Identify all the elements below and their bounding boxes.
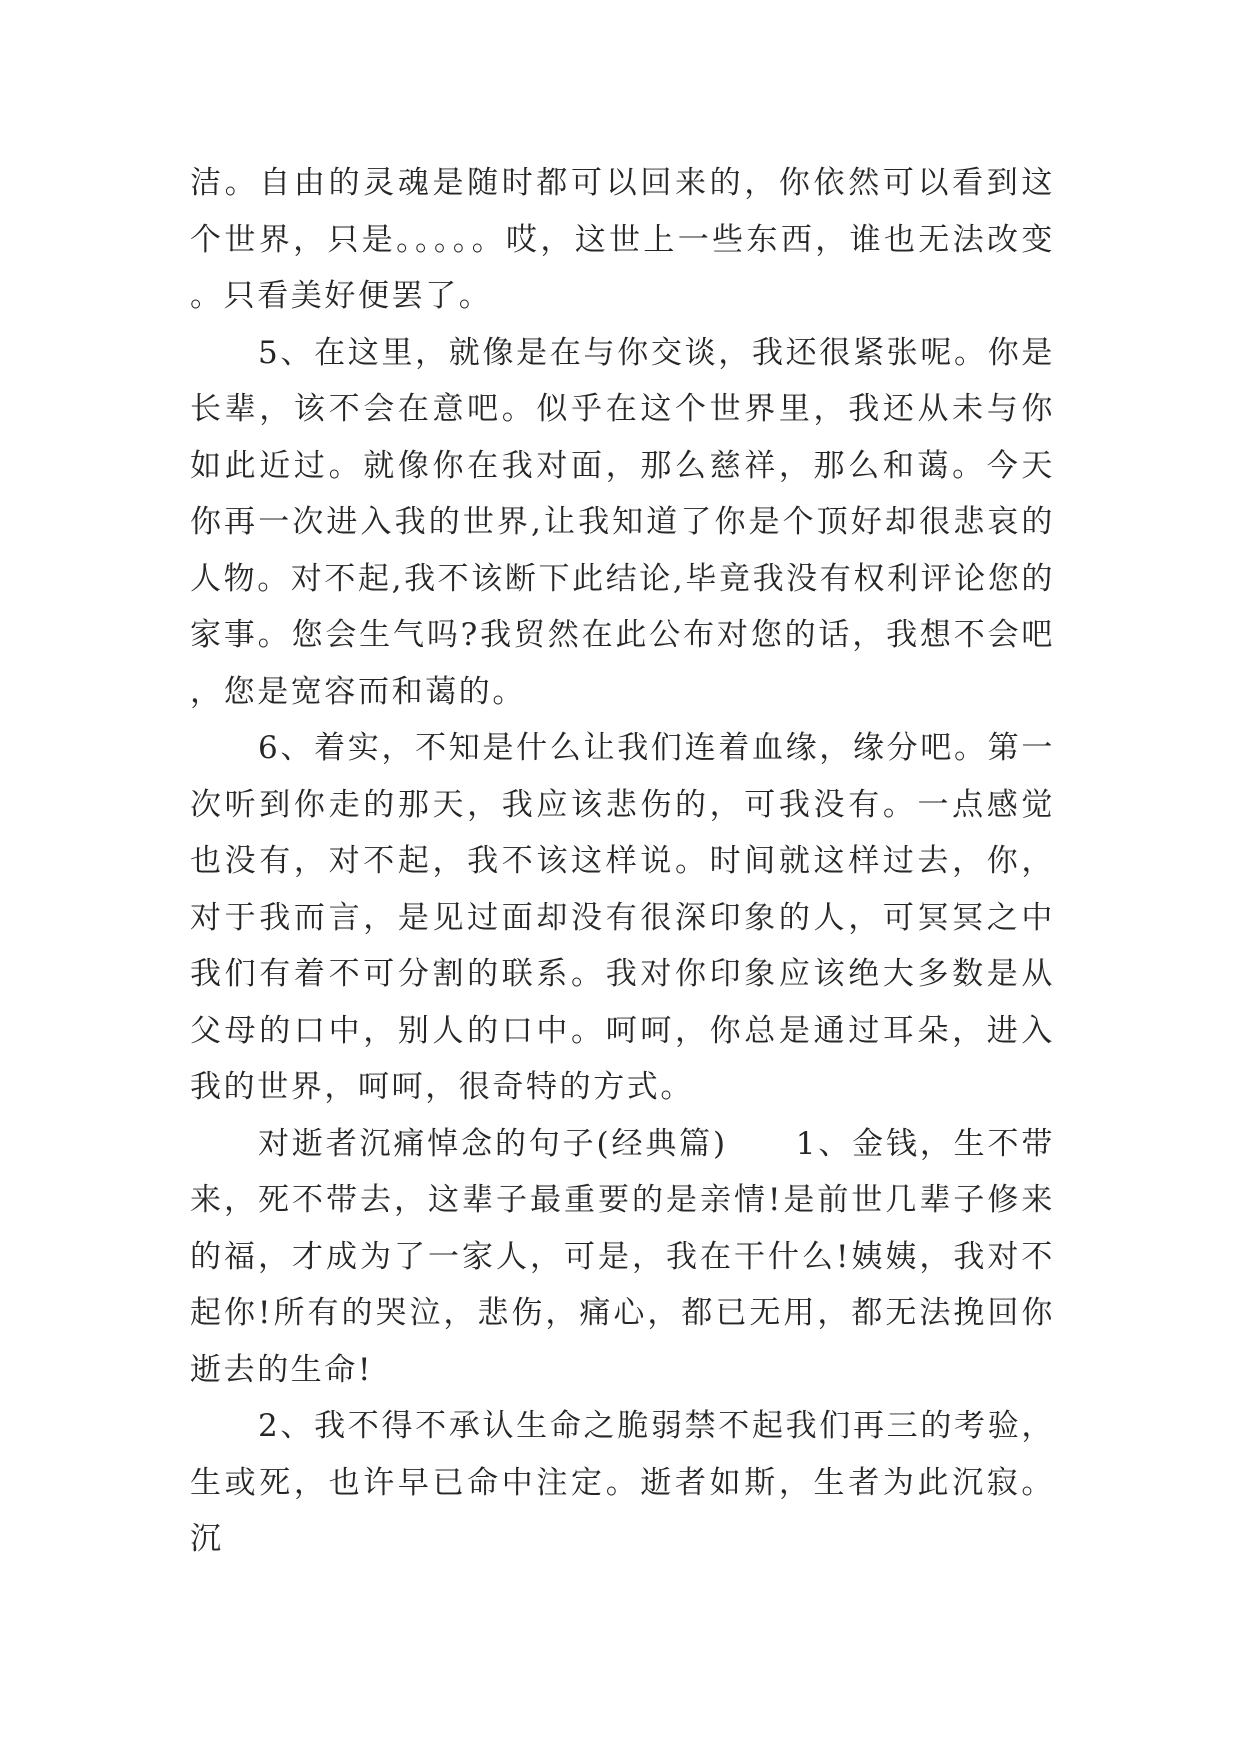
paragraph-classic-section: 对逝者沉痛悼念的句子(经典篇) 1、金钱，生不带来，死不带去，这辈子最重要的是亲情!是前世几辈子修来的福，才成为了一家人，可是，我在干什么!姨姨，我对不起你!所有的哭泣，悲伤，痛心，都已无用，都无法挽回你逝去的生命!: [190, 1125, 1055, 1388]
paragraph-item-6: 6、着实，不知是什么让我们连着血缘，缘分吧。第一次听到你走的那天，我应该悲伤的，可我没有。一点感觉也没有，对不起，我不该这样说。时间就这样过去，你，对于我而言，是见过面却没有很深印象的人，可冥冥之中我们有着不可分割的联系。我对你印象应该绝大多数是从父母的口中，别人的口中。呵呵，你总是通过耳朵，进入我的世界，呵呵，很奇特的方式。: [190, 730, 1055, 1105]
document-body: [190, 155, 1055, 1568]
paragraph-continuation: 洁。自由的灵魂是随时都可以回来的，你依然可以看到这个世界，只是。。。。。哎，这世上一些东西，谁也无法改变。只看美好便罢了。: [190, 165, 1055, 314]
paragraph-item-5: 5、在这里，就像是在与你交谈，我还很紧张呢。你是长辈，该不会在意吧。似乎在这个世界里，我还从未与你如此近过。就像你在我对面，那么慈祥，那么和蔼。今天你再一次进入我的世界,让我知道了你是个顶好却很悲哀的人物。对不起,我不该断下此结论,毕竟我没有权利评论您的家事。您会生气吗?我贸然在此公布对您的话，我想不会吧，您是宽容而和蔼的。: [190, 334, 1055, 710]
paragraph-item-2: 2、我不得不承认生命之脆弱禁不起我们再三的考验，生或死，也许早已命中注定。逝者如斯，生者为此沉寂。沉: [190, 1408, 1055, 1557]
